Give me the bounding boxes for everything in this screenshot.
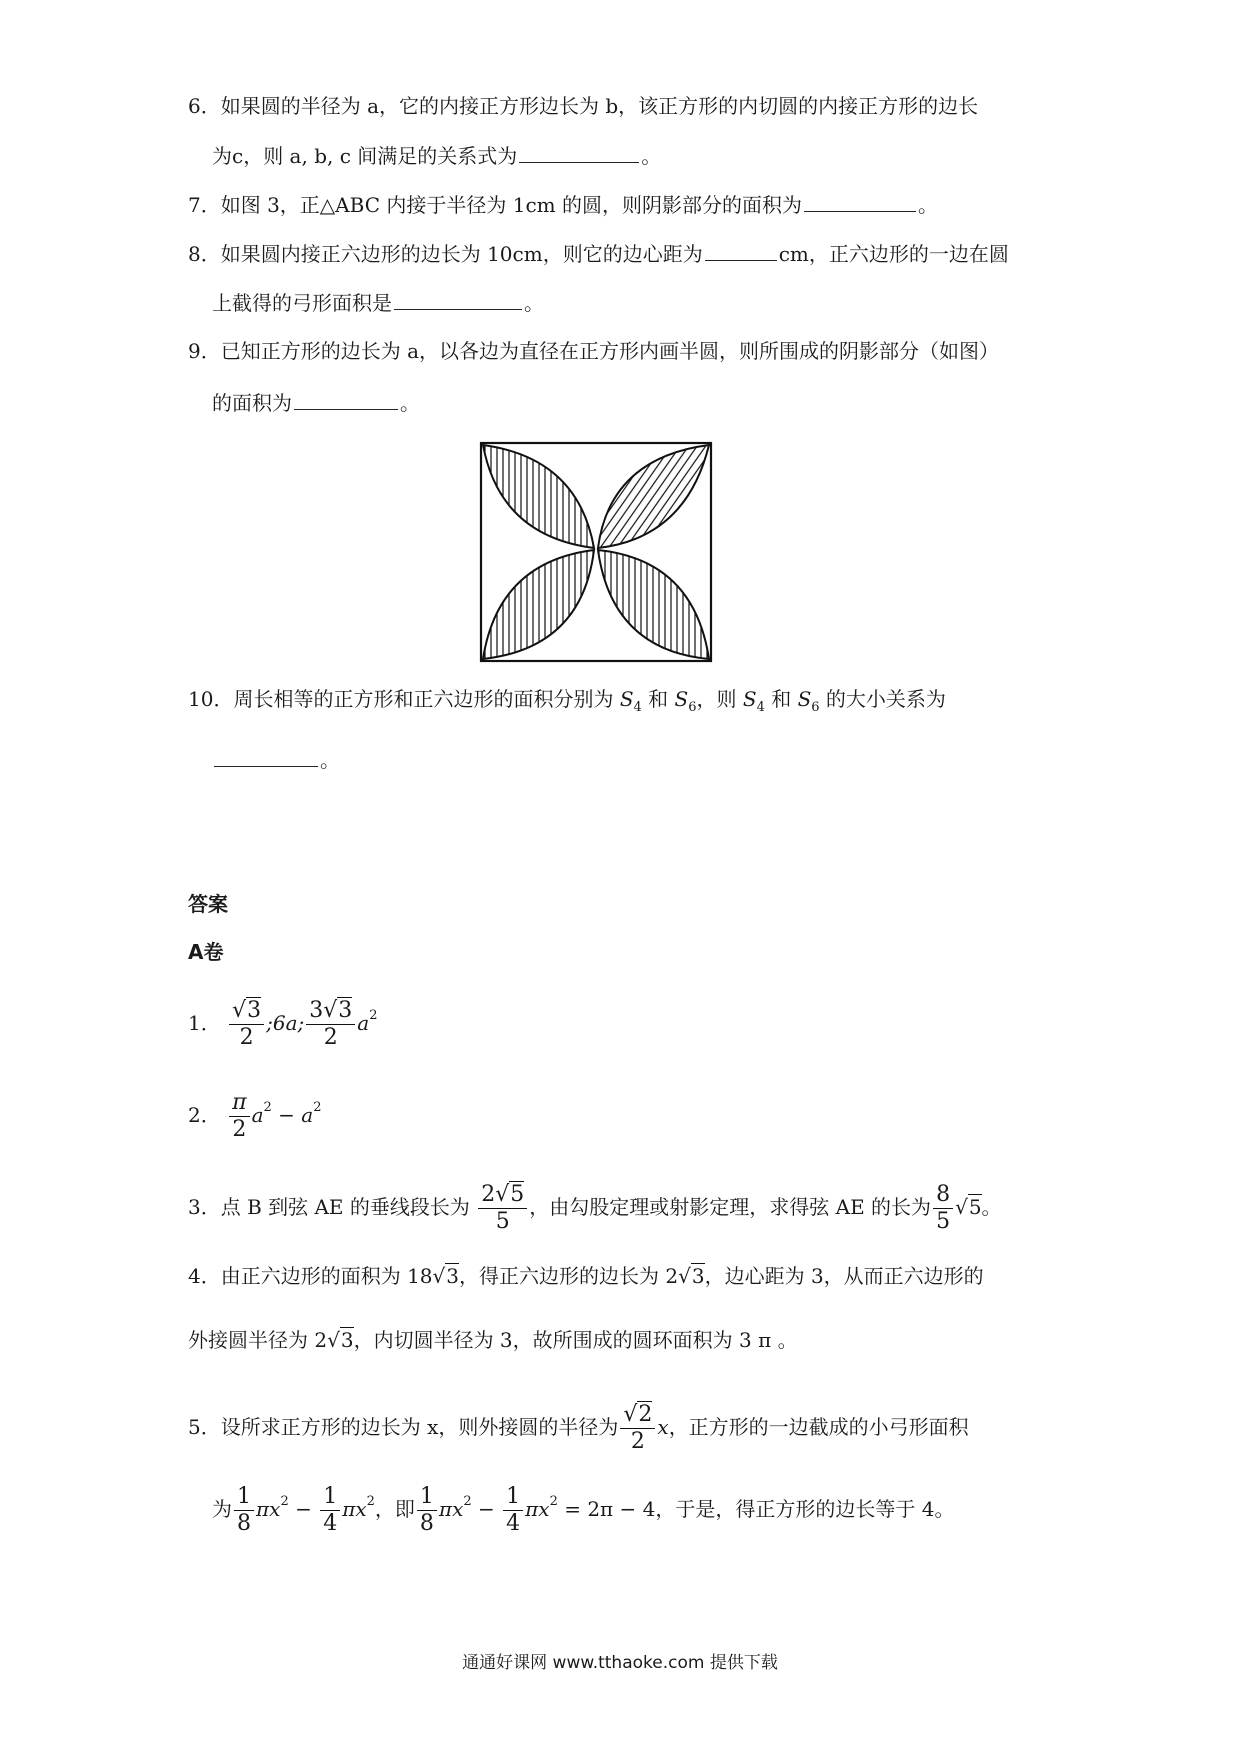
answer-4-text2: ，得正六边形的边长为 2 [459, 1264, 679, 1288]
petal-figure [478, 440, 714, 666]
answer-5-comma: ，即 [374, 1497, 415, 1521]
radicand: 3 [338, 998, 353, 1023]
answer-5-line1 [188, 1402, 969, 1455]
q8-end: 。 [524, 291, 544, 315]
fraction [417, 1484, 437, 1537]
exponent: 2 [463, 1494, 472, 1509]
answer-1 [188, 998, 378, 1051]
denominator: 8 [237, 1511, 251, 1536]
s4-symbol-2: S [742, 687, 757, 711]
q10-text: 10．周长相等的正方形和正六边形的面积分别为 [188, 687, 614, 711]
radicand: 3 [691, 1264, 705, 1288]
fraction: $\frac{√3}{2}$ [229, 998, 264, 1051]
answer-1-number: 1． [188, 1011, 221, 1035]
radicand: 3 [340, 1328, 354, 1352]
page-footer: 通通好课网 www.tthaoke.com 提供下载 [462, 1653, 778, 1673]
radicand: 2 [638, 1402, 653, 1427]
fraction: $\frac{3√3}{2}$ [306, 998, 355, 1051]
s6-sub-2: 6 [811, 700, 820, 715]
answer-blank [804, 189, 916, 212]
pi-x: πx [256, 1497, 281, 1521]
answer-3: 3．点 B 到弦 AE 的垂线段长为 $\frac{2√5}{5}$ ，由勾股定理或射影定理，求得弦 AE 的长为 $\frac{8}{5}$ √5。 [188, 1182, 1002, 1234]
q7-text: 7．如图 3，正△ABC 内接于半径为 1cm 的圆，则阴影部分的面积为 [188, 193, 802, 217]
q10-line2 [212, 744, 340, 774]
radicand: 3 [446, 1264, 460, 1288]
s4-sub: 4 [633, 700, 642, 715]
answer-3-text2: ，由勾股定理或射影定理，求得弦 AE 的长为 [529, 1195, 932, 1219]
section-a-heading: A卷 [188, 940, 224, 964]
q9-line2 [212, 387, 420, 417]
s6-sub: 6 [688, 700, 697, 715]
answer-4-text: 4．由正六边形的面积为 18 [188, 1264, 433, 1288]
exponent: 2 [313, 1100, 322, 1115]
answer-blank [519, 140, 639, 163]
answer-2-number: 2． [188, 1103, 221, 1127]
answer-4-text3: ，边心距为 3，从而正六边形的 [704, 1264, 984, 1288]
radicand: 5 [510, 1182, 525, 1207]
answer-4-text4: 外接圆半径为 2 [188, 1328, 328, 1352]
answer-blank [394, 287, 522, 310]
s4-sub-2: 4 [756, 700, 765, 715]
fraction [234, 1484, 254, 1537]
numerator: 1 [320, 1484, 340, 1511]
q6-line2 [212, 140, 661, 170]
denominator: 5 [495, 1209, 510, 1234]
s6-symbol-2: S [797, 687, 812, 711]
petal-top-left [483, 445, 594, 548]
denominator: 4 [506, 1511, 521, 1536]
answer-3-end: 。 [981, 1195, 1002, 1219]
denominator: 5 [936, 1209, 951, 1234]
q10-and-2: 和 [771, 687, 792, 711]
exponent: 2 [369, 1008, 378, 1023]
answer-5-line2 [212, 1484, 954, 1537]
answer-blank [705, 238, 777, 261]
denominator: 4 [323, 1511, 338, 1536]
denominator: 8 [419, 1511, 434, 1536]
minus-term: − a [271, 1103, 314, 1127]
variable: a [357, 1011, 370, 1035]
answer-5-text2: ，正方形的一边截成的小弓形面积 [668, 1415, 969, 1439]
exponent: 2 [549, 1494, 558, 1509]
q10-mid: ，则 [696, 687, 737, 711]
s4-symbol: S [619, 687, 634, 711]
answer-blank [214, 744, 318, 767]
answer-3-text: 3．点 B 到弦 AE 的垂线段长为 [188, 1195, 470, 1219]
variable: x [657, 1415, 669, 1439]
q7-end: 。 [917, 193, 938, 217]
petal-bottom-right [598, 550, 709, 659]
answer-4-line1: 4．由正六边形的面积为 18√3，得正六边形的边长为 2√3，边心距为 3，从而正六边形的 [188, 1264, 984, 1288]
numerator: 1 [503, 1484, 523, 1511]
q9-line1: 9．已知正方形的边长为 a，以各边为直径在正方形内画半圆，则所围成的阴影部分（如图） [188, 339, 1000, 363]
numerator: 8 [933, 1182, 953, 1209]
q9-end: 。 [400, 391, 420, 415]
radicand: 3 [247, 998, 262, 1023]
fraction: $\frac{2√5}{5}$ [478, 1182, 527, 1235]
denominator: 2 [630, 1429, 645, 1454]
answer-blank [294, 387, 398, 410]
denominator: 2 [232, 1117, 247, 1142]
exponent: 2 [263, 1100, 272, 1115]
radicand: 5 [968, 1195, 982, 1219]
q6-text: 为c，则 a, b, c 间满足的关系式为 [212, 144, 518, 168]
q9-text: 的面积为 [212, 391, 292, 415]
answers-heading: 答案 [188, 892, 228, 916]
q10-line1 [188, 685, 946, 713]
q10-end: 的大小关系为 [825, 687, 946, 711]
numerator: 1 [234, 1484, 254, 1511]
answer-2 [188, 1090, 321, 1143]
fraction [933, 1182, 953, 1235]
petal-top-right [598, 445, 709, 548]
q7-line [188, 189, 938, 219]
denominator: 2 [239, 1025, 254, 1050]
q8-text2: cm，正六边形的一边在圆 [778, 242, 1009, 266]
fraction [229, 1090, 249, 1143]
petal-bottom-left [483, 550, 594, 659]
q6-end: 。 [641, 144, 662, 168]
fraction [503, 1484, 523, 1537]
pi-x: πx [525, 1497, 550, 1521]
answer-4-text5: ，内切圆半径为 3，故所围成的圆环面积为 3 π 。 [353, 1328, 798, 1352]
q8-line1 [188, 238, 1009, 268]
q8-text: 8．如果圆内接正六边形的边长为 10cm，则它的边心距为 [188, 242, 703, 266]
q8-line2 [212, 287, 544, 317]
q10-and: 和 [648, 687, 669, 711]
coefficient: 3 [309, 998, 324, 1023]
numerator: π [229, 1090, 249, 1117]
exponent: 2 [366, 1494, 375, 1509]
coefficient: 2 [481, 1182, 496, 1207]
q6-line1: 6．如果圆的半径为 a，它的内接正方形边长为 b，该正方形的内切圆的内接正方形的边长 [188, 94, 979, 118]
q10-period: 。 [320, 748, 340, 772]
pi-x: πx [342, 1497, 367, 1521]
exponent: 2 [280, 1494, 289, 1509]
denominator: 2 [323, 1025, 338, 1050]
minus: − [471, 1497, 502, 1521]
minus: − [288, 1497, 319, 1521]
variable: a [251, 1103, 264, 1127]
numerator: 1 [417, 1484, 437, 1511]
pi-x: πx [438, 1497, 464, 1521]
answer-1-mid: ;6a; [266, 1011, 305, 1035]
fraction: $\frac{√2}{2}$ [620, 1402, 655, 1455]
q8-text3: 上截得的弓形面积是 [212, 291, 392, 315]
answer-5-text: 5．设所求正方形的边长为 x，则外接圆的半径为 [188, 1415, 619, 1439]
fraction [320, 1484, 340, 1537]
answer-5-result: = 2π − 4，于是，得正方形的边长等于 4。 [557, 1497, 955, 1521]
answer-5-prefix: 为 [212, 1497, 232, 1521]
s6-symbol: S [674, 687, 689, 711]
answer-4-line2: 外接圆半径为 2√3，内切圆半径为 3，故所围成的圆环面积为 3 π 。 [188, 1328, 798, 1352]
